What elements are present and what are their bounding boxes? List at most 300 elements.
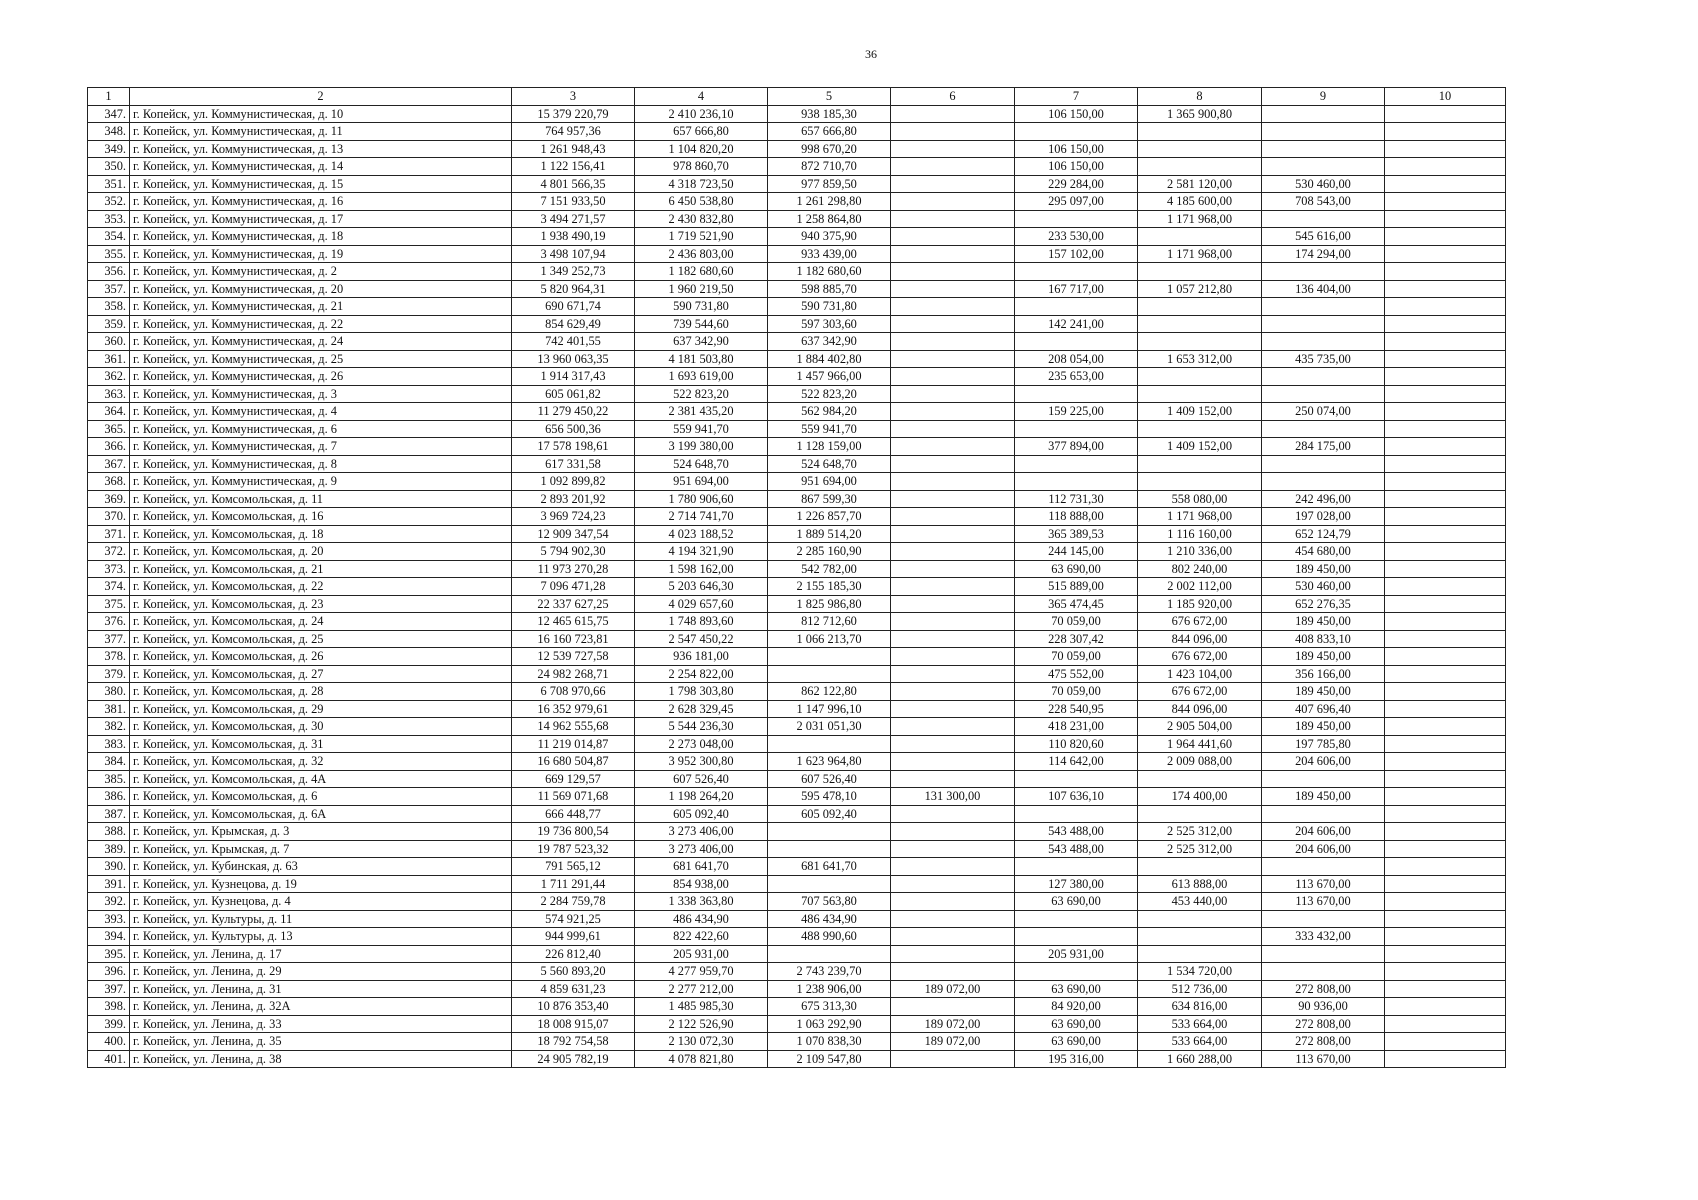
col-4-value: 4 318 723,50	[635, 175, 768, 193]
row-number: 349.	[88, 140, 130, 158]
col-3-value: 10 876 353,40	[512, 998, 635, 1016]
col-7-value: 118 888,00	[1015, 508, 1138, 526]
col-3-value: 656 500,36	[512, 420, 635, 438]
col-7-value	[1015, 210, 1138, 228]
col-6-value	[891, 490, 1015, 508]
col-7-value: 63 690,00	[1015, 893, 1138, 911]
col-9-value: 407 696,40	[1262, 700, 1385, 718]
col-10-value	[1385, 875, 1506, 893]
column-header-1: 1	[88, 88, 130, 106]
table-row	[88, 315, 1506, 333]
col-10-value	[1385, 158, 1506, 176]
col-8-value: 1 409 152,00	[1138, 438, 1262, 456]
col-3-value: 5 820 964,31	[512, 280, 635, 298]
col-6-value	[891, 945, 1015, 963]
col-7-value: 365 474,45	[1015, 595, 1138, 613]
row-number: 355.	[88, 245, 130, 263]
col-8-value	[1138, 158, 1262, 176]
col-8-value	[1138, 455, 1262, 473]
address: г. Копейск, ул. Комсомольская, д. 6А	[130, 805, 512, 823]
col-5-value: 812 712,60	[768, 613, 891, 631]
col-7-value: 63 690,00	[1015, 560, 1138, 578]
col-6-value	[891, 753, 1015, 771]
col-9-value	[1262, 963, 1385, 981]
col-3-value: 1 092 899,82	[512, 473, 635, 491]
address: г. Копейск, ул. Крымская, д. 7	[130, 840, 512, 858]
col-8-value	[1138, 315, 1262, 333]
address: г. Копейск, ул. Коммунистическая, д. 8	[130, 455, 512, 473]
col-5-value: 1 066 213,70	[768, 630, 891, 648]
col-8-value: 533 664,00	[1138, 1033, 1262, 1051]
table-row	[88, 630, 1506, 648]
row-number: 394.	[88, 928, 130, 946]
col-6-value	[891, 455, 1015, 473]
col-5-value: 675 313,30	[768, 998, 891, 1016]
col-6-value	[891, 858, 1015, 876]
col-9-value: 408 833,10	[1262, 630, 1385, 648]
table-row	[88, 613, 1506, 631]
address: г. Копейск, ул. Коммунистическая, д. 6	[130, 420, 512, 438]
col-9-value: 197 785,80	[1262, 735, 1385, 753]
col-5-value	[768, 735, 891, 753]
col-3-value: 1 711 291,44	[512, 875, 635, 893]
col-5-value: 2 031 051,30	[768, 718, 891, 736]
col-8-value	[1138, 123, 1262, 141]
col-4-value: 978 860,70	[635, 158, 768, 176]
col-9-value: 189 450,00	[1262, 718, 1385, 736]
col-8-value: 1 171 968,00	[1138, 210, 1262, 228]
table-row	[88, 1033, 1506, 1051]
col-8-value	[1138, 420, 1262, 438]
col-6-value: 131 300,00	[891, 788, 1015, 806]
col-5-value: 524 648,70	[768, 455, 891, 473]
col-8-value: 613 888,00	[1138, 875, 1262, 893]
col-5-value	[768, 945, 891, 963]
row-number: 375.	[88, 595, 130, 613]
col-6-value	[891, 578, 1015, 596]
col-4-value: 205 931,00	[635, 945, 768, 963]
data-table	[87, 87, 1506, 1068]
col-9-value: 284 175,00	[1262, 438, 1385, 456]
col-10-value	[1385, 980, 1506, 998]
col-8-value	[1138, 928, 1262, 946]
col-5-value: 1 147 996,10	[768, 700, 891, 718]
col-4-value: 936 181,00	[635, 648, 768, 666]
table-row	[88, 193, 1506, 211]
row-number: 348.	[88, 123, 130, 141]
col-7-value: 167 717,00	[1015, 280, 1138, 298]
row-number: 357.	[88, 280, 130, 298]
col-7-value: 418 231,00	[1015, 718, 1138, 736]
table-row	[88, 350, 1506, 368]
col-10-value	[1385, 665, 1506, 683]
col-9-value	[1262, 315, 1385, 333]
col-6-value	[891, 665, 1015, 683]
col-3-value: 16 352 979,61	[512, 700, 635, 718]
col-10-value	[1385, 123, 1506, 141]
col-7-value	[1015, 473, 1138, 491]
address: г. Копейск, ул. Коммунистическая, д. 14	[130, 158, 512, 176]
col-6-value	[891, 175, 1015, 193]
col-6-value	[891, 770, 1015, 788]
col-3-value: 7 151 933,50	[512, 193, 635, 211]
col-4-value: 1 104 820,20	[635, 140, 768, 158]
table-row	[88, 1050, 1506, 1068]
address: г. Копейск, ул. Комсомольская, д. 29	[130, 700, 512, 718]
col-10-value	[1385, 333, 1506, 351]
col-5-value: 1 070 838,30	[768, 1033, 891, 1051]
col-9-value: 545 616,00	[1262, 228, 1385, 246]
row-number: 385.	[88, 770, 130, 788]
col-3-value: 944 999,61	[512, 928, 635, 946]
col-5-value: 1 128 159,00	[768, 438, 891, 456]
col-4-value: 1 182 680,60	[635, 263, 768, 281]
col-5-value: 605 092,40	[768, 805, 891, 823]
row-number: 395.	[88, 945, 130, 963]
col-8-value: 1 660 288,00	[1138, 1050, 1262, 1068]
col-7-value	[1015, 963, 1138, 981]
row-number: 368.	[88, 473, 130, 491]
row-number: 389.	[88, 840, 130, 858]
col-9-value: 113 670,00	[1262, 1050, 1385, 1068]
col-8-value	[1138, 385, 1262, 403]
address: г. Копейск, ул. Коммунистическая, д. 24	[130, 333, 512, 351]
col-10-value	[1385, 578, 1506, 596]
col-8-value: 1 116 160,00	[1138, 525, 1262, 543]
col-5-value: 707 563,80	[768, 893, 891, 911]
row-number: 374.	[88, 578, 130, 596]
address: г. Копейск, ул. Коммунистическая, д. 7	[130, 438, 512, 456]
row-number: 400.	[88, 1033, 130, 1051]
address: г. Копейск, ул. Комсомольская, д. 6	[130, 788, 512, 806]
col-5-value: 1 889 514,20	[768, 525, 891, 543]
col-9-value	[1262, 140, 1385, 158]
col-4-value: 1 485 985,30	[635, 998, 768, 1016]
col-3-value: 3 498 107,94	[512, 245, 635, 263]
address: г. Копейск, ул. Комсомольская, д. 22	[130, 578, 512, 596]
col-3-value: 11 279 450,22	[512, 403, 635, 421]
col-5-value: 933 439,00	[768, 245, 891, 263]
col-4-value: 4 023 188,52	[635, 525, 768, 543]
col-6-value	[891, 333, 1015, 351]
table-row	[88, 893, 1506, 911]
row-number: 377.	[88, 630, 130, 648]
col-7-value: 70 059,00	[1015, 683, 1138, 701]
col-10-value	[1385, 753, 1506, 771]
col-9-value: 652 276,35	[1262, 595, 1385, 613]
col-3-value: 1 261 948,43	[512, 140, 635, 158]
column-header-3: 3	[512, 88, 635, 106]
col-4-value: 3 199 380,00	[635, 438, 768, 456]
row-number: 397.	[88, 980, 130, 998]
col-8-value	[1138, 805, 1262, 823]
col-8-value: 2 002 112,00	[1138, 578, 1262, 596]
table-row	[88, 875, 1506, 893]
row-number: 354.	[88, 228, 130, 246]
col-5-value: 940 375,90	[768, 228, 891, 246]
address: г. Копейск, ул. Комсомольская, д. 18	[130, 525, 512, 543]
col-9-value	[1262, 123, 1385, 141]
address: г. Копейск, ул. Коммунистическая, д. 15	[130, 175, 512, 193]
col-10-value	[1385, 630, 1506, 648]
col-6-value	[891, 158, 1015, 176]
col-9-value	[1262, 368, 1385, 386]
col-8-value: 4 185 600,00	[1138, 193, 1262, 211]
col-5-value: 488 990,60	[768, 928, 891, 946]
address: г. Копейск, ул. Коммунистическая, д. 11	[130, 123, 512, 141]
col-4-value: 1 798 303,80	[635, 683, 768, 701]
col-5-value	[768, 840, 891, 858]
col-5-value: 1 182 680,60	[768, 263, 891, 281]
col-6-value	[891, 700, 1015, 718]
col-10-value	[1385, 1015, 1506, 1033]
table-body	[88, 88, 1506, 1068]
row-number: 353.	[88, 210, 130, 228]
col-9-value: 333 432,00	[1262, 928, 1385, 946]
col-8-value: 1 171 968,00	[1138, 245, 1262, 263]
address: г. Копейск, ул. Комсомольская, д. 26	[130, 648, 512, 666]
col-10-value	[1385, 648, 1506, 666]
address: г. Копейск, ул. Коммунистическая, д. 4	[130, 403, 512, 421]
col-10-value	[1385, 1050, 1506, 1068]
col-10-value	[1385, 788, 1506, 806]
col-5-value: 486 434,90	[768, 910, 891, 928]
col-4-value: 3 952 300,80	[635, 753, 768, 771]
col-5-value	[768, 665, 891, 683]
col-10-value	[1385, 735, 1506, 753]
col-4-value: 2 430 832,80	[635, 210, 768, 228]
col-6-value	[891, 298, 1015, 316]
col-7-value	[1015, 858, 1138, 876]
col-9-value: 90 936,00	[1262, 998, 1385, 1016]
col-10-value	[1385, 963, 1506, 981]
row-number: 369.	[88, 490, 130, 508]
col-6-value	[891, 403, 1015, 421]
address: г. Копейск, ул. Ленина, д. 35	[130, 1033, 512, 1051]
address: г. Копейск, ул. Коммунистическая, д. 26	[130, 368, 512, 386]
col-9-value: 113 670,00	[1262, 875, 1385, 893]
row-number: 362.	[88, 368, 130, 386]
table-row	[88, 665, 1506, 683]
address: г. Копейск, ул. Кузнецова, д. 19	[130, 875, 512, 893]
col-7-value: 110 820,60	[1015, 735, 1138, 753]
col-6-value	[891, 823, 1015, 841]
col-8-value: 453 440,00	[1138, 893, 1262, 911]
col-8-value: 2 009 088,00	[1138, 753, 1262, 771]
column-header-7: 7	[1015, 88, 1138, 106]
table-row	[88, 105, 1506, 123]
row-number: 396.	[88, 963, 130, 981]
row-number: 361.	[88, 350, 130, 368]
table-row	[88, 280, 1506, 298]
table-row	[88, 245, 1506, 263]
row-number: 370.	[88, 508, 130, 526]
address: г. Копейск, ул. Коммунистическая, д. 10	[130, 105, 512, 123]
col-7-value: 195 316,00	[1015, 1050, 1138, 1068]
col-8-value: 1 964 441,60	[1138, 735, 1262, 753]
col-8-value: 1 057 212,80	[1138, 280, 1262, 298]
address: г. Копейск, ул. Коммунистическая, д. 25	[130, 350, 512, 368]
col-3-value: 22 337 627,25	[512, 595, 635, 613]
col-10-value	[1385, 105, 1506, 123]
table-row	[88, 508, 1506, 526]
row-number: 401.	[88, 1050, 130, 1068]
address: г. Копейск, ул. Кубинская, д. 63	[130, 858, 512, 876]
col-8-value: 2 905 504,00	[1138, 718, 1262, 736]
col-7-value: 112 731,30	[1015, 490, 1138, 508]
col-4-value: 6 450 538,80	[635, 193, 768, 211]
col-8-value	[1138, 263, 1262, 281]
row-number: 350.	[88, 158, 130, 176]
row-number: 386.	[88, 788, 130, 806]
col-4-value: 951 694,00	[635, 473, 768, 491]
column-header-4: 4	[635, 88, 768, 106]
col-5-value: 951 694,00	[768, 473, 891, 491]
col-9-value	[1262, 105, 1385, 123]
col-3-value: 6 708 970,66	[512, 683, 635, 701]
col-3-value: 11 973 270,28	[512, 560, 635, 578]
col-3-value: 16 160 723,81	[512, 630, 635, 648]
col-3-value: 12 909 347,54	[512, 525, 635, 543]
col-6-value	[891, 963, 1015, 981]
col-10-value	[1385, 805, 1506, 823]
col-7-value: 63 690,00	[1015, 980, 1138, 998]
table-row	[88, 543, 1506, 561]
col-10-value	[1385, 945, 1506, 963]
table-row	[88, 945, 1506, 963]
address: г. Копейск, ул. Культуры, д. 11	[130, 910, 512, 928]
col-7-value: 106 150,00	[1015, 105, 1138, 123]
address: г. Копейск, ул. Ленина, д. 33	[130, 1015, 512, 1033]
col-4-value: 854 938,00	[635, 875, 768, 893]
table-row	[88, 858, 1506, 876]
col-9-value	[1262, 158, 1385, 176]
col-5-value: 872 710,70	[768, 158, 891, 176]
col-4-value: 2 273 048,00	[635, 735, 768, 753]
col-7-value: 63 690,00	[1015, 1015, 1138, 1033]
col-10-value	[1385, 385, 1506, 403]
table-row	[88, 998, 1506, 1016]
col-6-value: 189 072,00	[891, 980, 1015, 998]
col-4-value: 2 122 526,90	[635, 1015, 768, 1033]
col-7-value	[1015, 333, 1138, 351]
col-4-value: 2 410 236,10	[635, 105, 768, 123]
col-10-value	[1385, 613, 1506, 631]
col-6-value	[891, 805, 1015, 823]
col-9-value: 189 450,00	[1262, 683, 1385, 701]
row-number: 356.	[88, 263, 130, 281]
column-header-6: 6	[891, 88, 1015, 106]
col-10-value	[1385, 193, 1506, 211]
col-3-value: 18 792 754,58	[512, 1033, 635, 1051]
table-row	[88, 595, 1506, 613]
col-7-value: 515 889,00	[1015, 578, 1138, 596]
col-3-value: 669 129,57	[512, 770, 635, 788]
col-9-value: 272 808,00	[1262, 1033, 1385, 1051]
row-number: 379.	[88, 665, 130, 683]
col-5-value: 597 303,60	[768, 315, 891, 333]
col-3-value: 854 629,49	[512, 315, 635, 333]
table-row	[88, 770, 1506, 788]
col-5-value: 637 342,90	[768, 333, 891, 351]
table-row	[88, 123, 1506, 141]
col-5-value: 598 885,70	[768, 280, 891, 298]
col-8-value	[1138, 228, 1262, 246]
col-3-value: 12 465 615,75	[512, 613, 635, 631]
col-9-value: 708 543,00	[1262, 193, 1385, 211]
col-3-value: 24 905 782,19	[512, 1050, 635, 1068]
col-9-value: 272 808,00	[1262, 1015, 1385, 1033]
col-7-value: 63 690,00	[1015, 1033, 1138, 1051]
address: г. Копейск, ул. Коммунистическая, д. 17	[130, 210, 512, 228]
col-3-value: 5 560 893,20	[512, 963, 635, 981]
col-10-value	[1385, 245, 1506, 263]
table-row	[88, 455, 1506, 473]
col-3-value: 11 219 014,87	[512, 735, 635, 753]
col-5-value: 559 941,70	[768, 420, 891, 438]
row-number: 367.	[88, 455, 130, 473]
row-number: 398.	[88, 998, 130, 1016]
col-9-value: 250 074,00	[1262, 403, 1385, 421]
col-10-value	[1385, 1033, 1506, 1051]
col-10-value	[1385, 420, 1506, 438]
table-row	[88, 578, 1506, 596]
row-number: 373.	[88, 560, 130, 578]
col-3-value: 4 801 566,35	[512, 175, 635, 193]
col-5-value: 607 526,40	[768, 770, 891, 788]
table-row	[88, 403, 1506, 421]
table-row	[88, 718, 1506, 736]
col-3-value: 24 982 268,71	[512, 665, 635, 683]
col-10-value	[1385, 910, 1506, 928]
col-10-value	[1385, 298, 1506, 316]
table-row	[88, 735, 1506, 753]
col-9-value: 136 404,00	[1262, 280, 1385, 298]
col-10-value	[1385, 840, 1506, 858]
column-header-5: 5	[768, 88, 891, 106]
col-5-value: 2 155 185,30	[768, 578, 891, 596]
col-6-value	[891, 840, 1015, 858]
col-9-value	[1262, 298, 1385, 316]
row-number: 392.	[88, 893, 130, 911]
col-4-value: 3 273 406,00	[635, 840, 768, 858]
col-8-value: 558 080,00	[1138, 490, 1262, 508]
col-9-value: 189 450,00	[1262, 648, 1385, 666]
col-10-value	[1385, 893, 1506, 911]
col-3-value: 226 812,40	[512, 945, 635, 963]
col-3-value: 11 569 071,68	[512, 788, 635, 806]
col-7-value	[1015, 263, 1138, 281]
row-number: 364.	[88, 403, 130, 421]
col-4-value: 4 277 959,70	[635, 963, 768, 981]
col-4-value: 1 598 162,00	[635, 560, 768, 578]
col-10-value	[1385, 508, 1506, 526]
col-4-value: 2 277 212,00	[635, 980, 768, 998]
col-3-value: 13 960 063,35	[512, 350, 635, 368]
col-9-value: 204 606,00	[1262, 753, 1385, 771]
col-5-value: 1 258 864,80	[768, 210, 891, 228]
col-8-value: 1 534 720,00	[1138, 963, 1262, 981]
col-3-value: 617 331,58	[512, 455, 635, 473]
table-row	[88, 333, 1506, 351]
col-7-value: 365 389,53	[1015, 525, 1138, 543]
col-3-value: 19 736 800,54	[512, 823, 635, 841]
row-number: 384.	[88, 753, 130, 771]
address: г. Копейск, ул. Комсомольская, д. 27	[130, 665, 512, 683]
col-3-value: 19 787 523,32	[512, 840, 635, 858]
row-number: 351.	[88, 175, 130, 193]
col-5-value: 681 641,70	[768, 858, 891, 876]
